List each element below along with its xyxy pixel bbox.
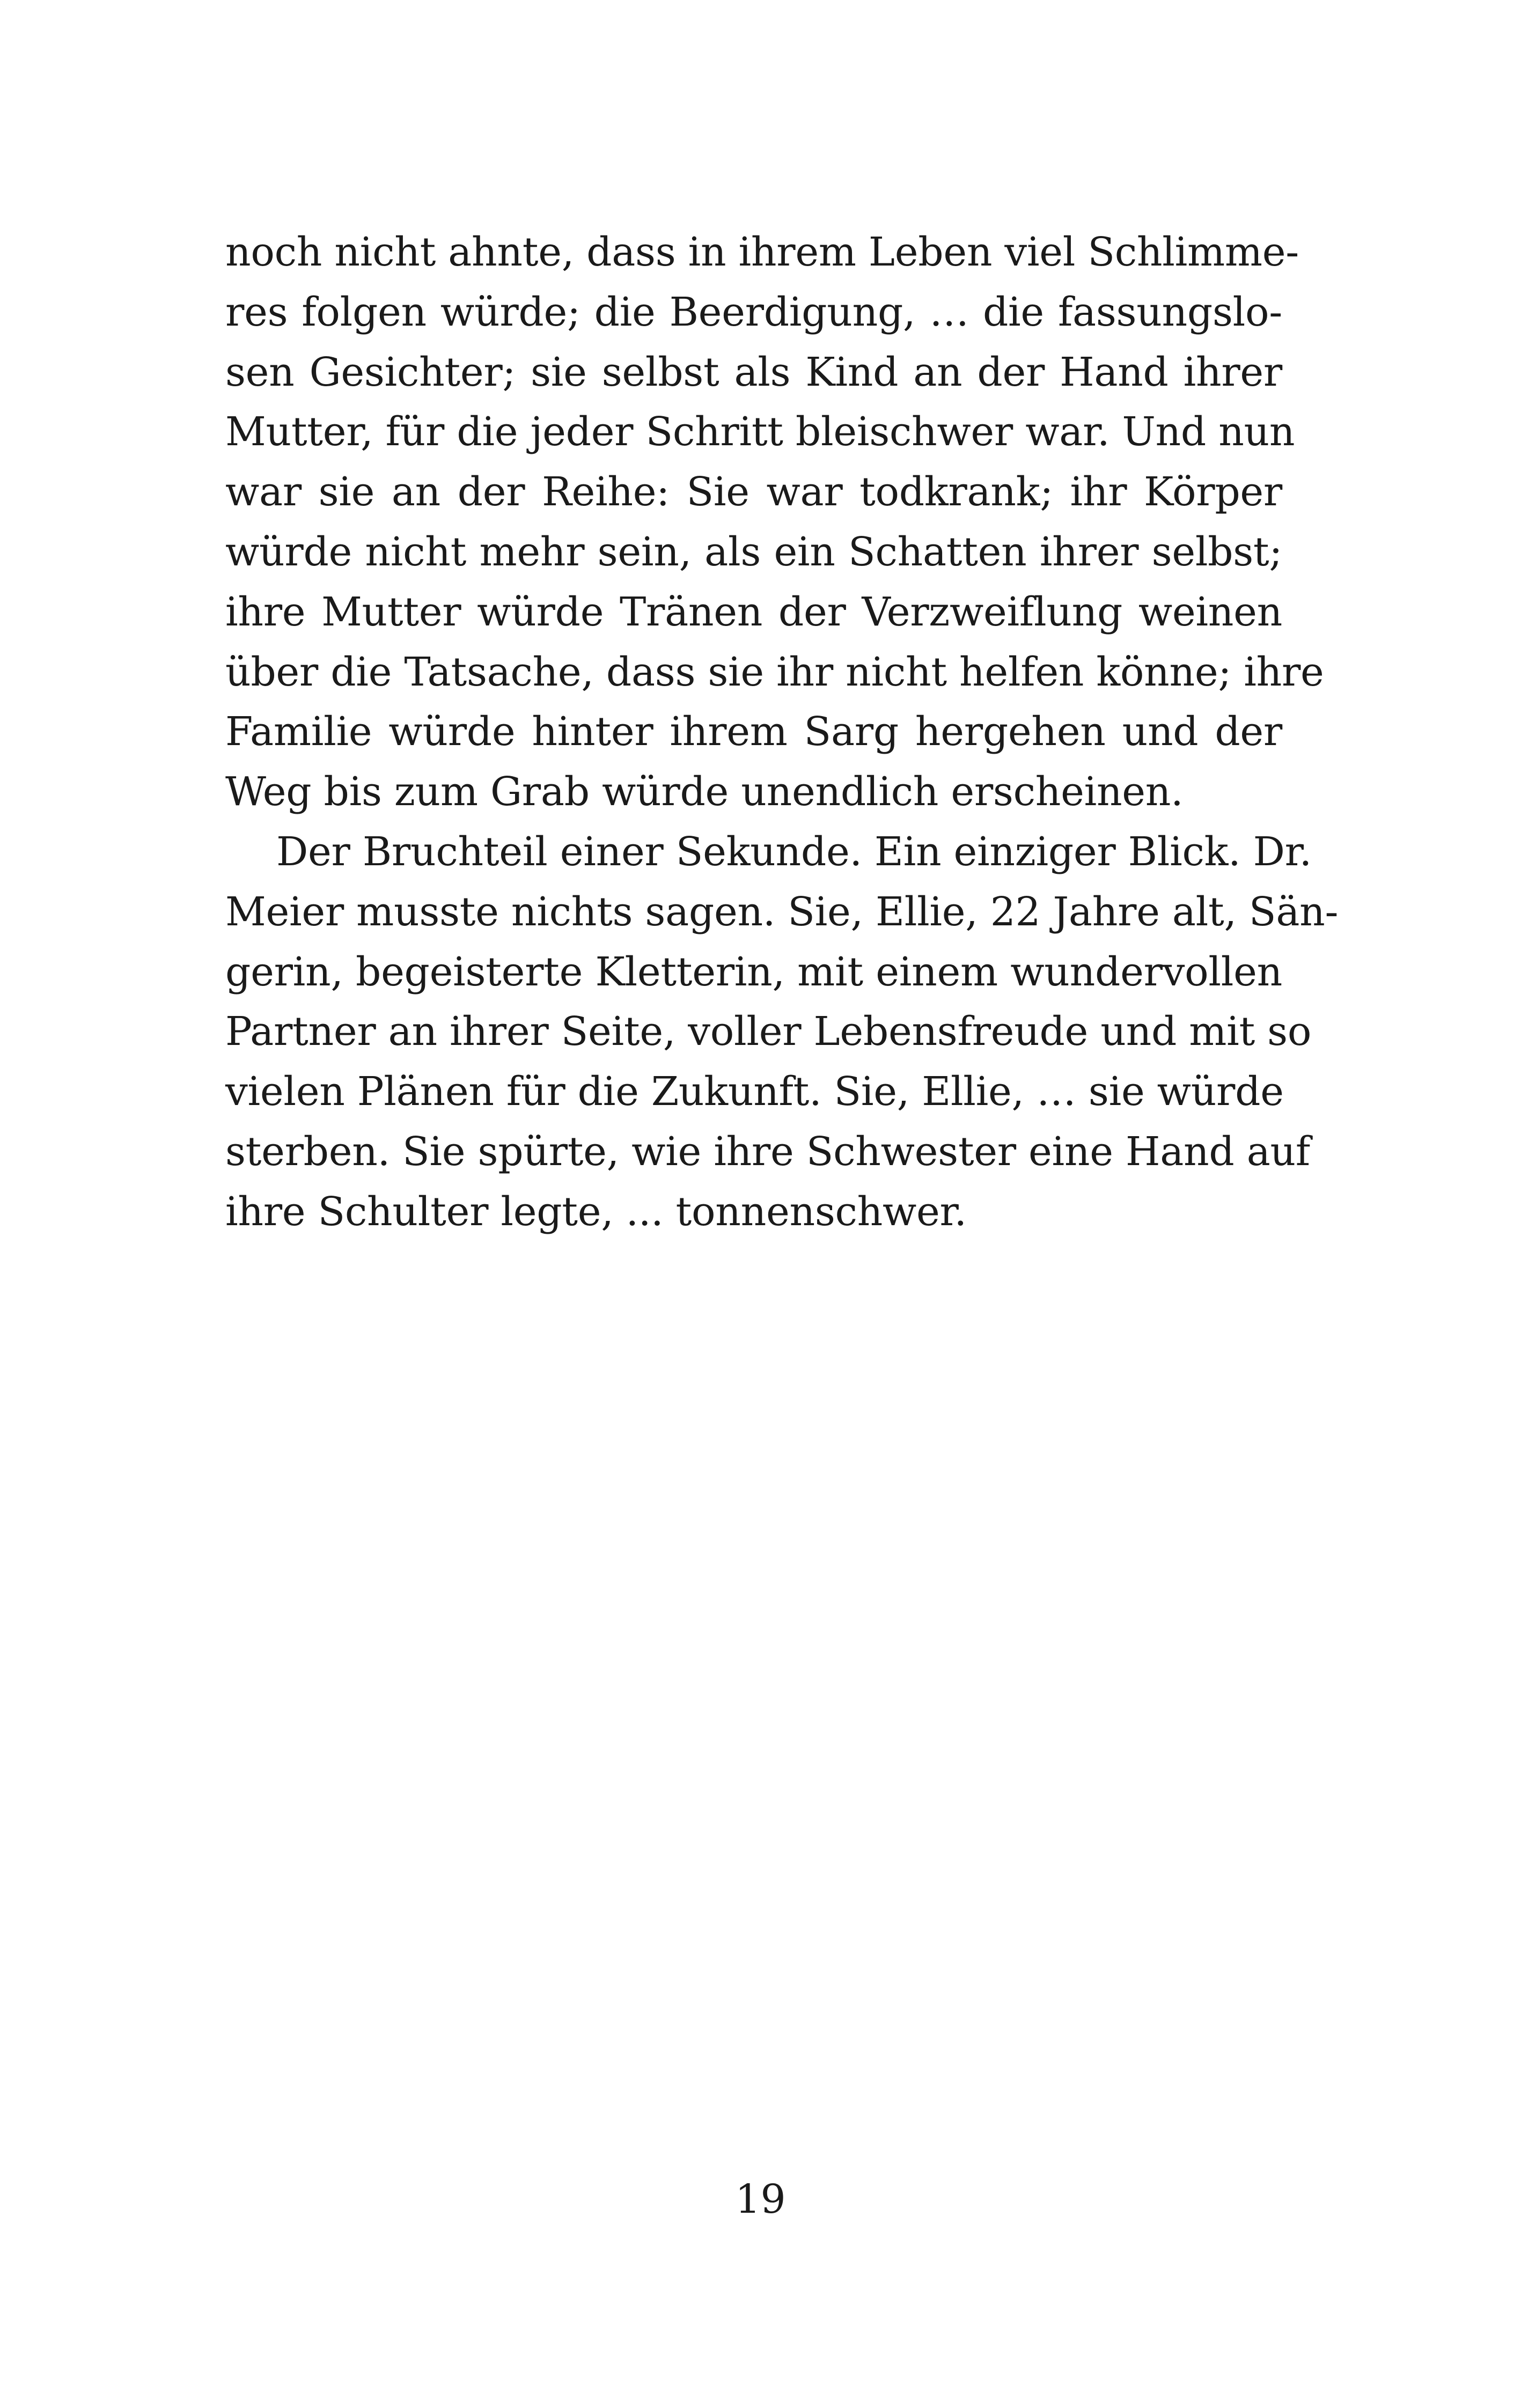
text-line: über die Tatsache, dass sie ihr nicht helfen könne; ihre: [225, 649, 1324, 695]
text-line: Partner an ihrer Seite, voller Lebensfreude und mit so: [225, 1008, 1312, 1055]
text-line: Weg bis zum Grab würde unendlich erscheinen.: [225, 769, 1184, 815]
text-line: sen Gesichter; sie selbst als Kind an der Hand ihrer: [225, 349, 1282, 395]
page-number: 19: [735, 2176, 786, 2222]
body-text: [225, 223, 1339, 1242]
paragraph-2: [225, 822, 1339, 1242]
paragraph-1: [225, 223, 1324, 822]
text-line: vielen Plänen für die Zukunft. Sie, Ellie, … sie würde: [225, 1069, 1284, 1115]
text-line: würde nicht mehr sein, als ein Schatten ihrer selbst;: [225, 528, 1282, 575]
text-line: ihre Mutter würde Tränen der Verzweiflung weinen: [225, 588, 1282, 635]
text-line: gerin, begeisterte Kletterin, mit einem wundervollen: [225, 948, 1282, 995]
text-line: sterben. Sie spürte, wie ihre Schwester eine Hand auf: [225, 1128, 1310, 1175]
text-line: noch nicht ahnte, dass in ihrem Leben viel Schlimme-: [225, 229, 1299, 275]
text-line: Der Bruchteil einer Sekunde. Ein einziger Blick. Dr.: [276, 828, 1312, 875]
text-line: ihre Schulter legte, ... tonnenschwer.: [225, 1188, 967, 1235]
text-line: war sie an der Reihe: Sie war todkrank; ihr Körper: [225, 469, 1282, 516]
text-line: res folgen würde; die Beerdigung, … die fassungslo-: [225, 289, 1282, 335]
text-line: Mutter, für die jeder Schritt bleischwer war. Und nun: [225, 409, 1295, 455]
text-line: Meier musste nichts sagen. Sie, Ellie, 22 Jahre alt, Sän-: [225, 888, 1339, 935]
text-line: Familie würde hinter ihrem Sarg hergehen und der: [225, 709, 1282, 755]
